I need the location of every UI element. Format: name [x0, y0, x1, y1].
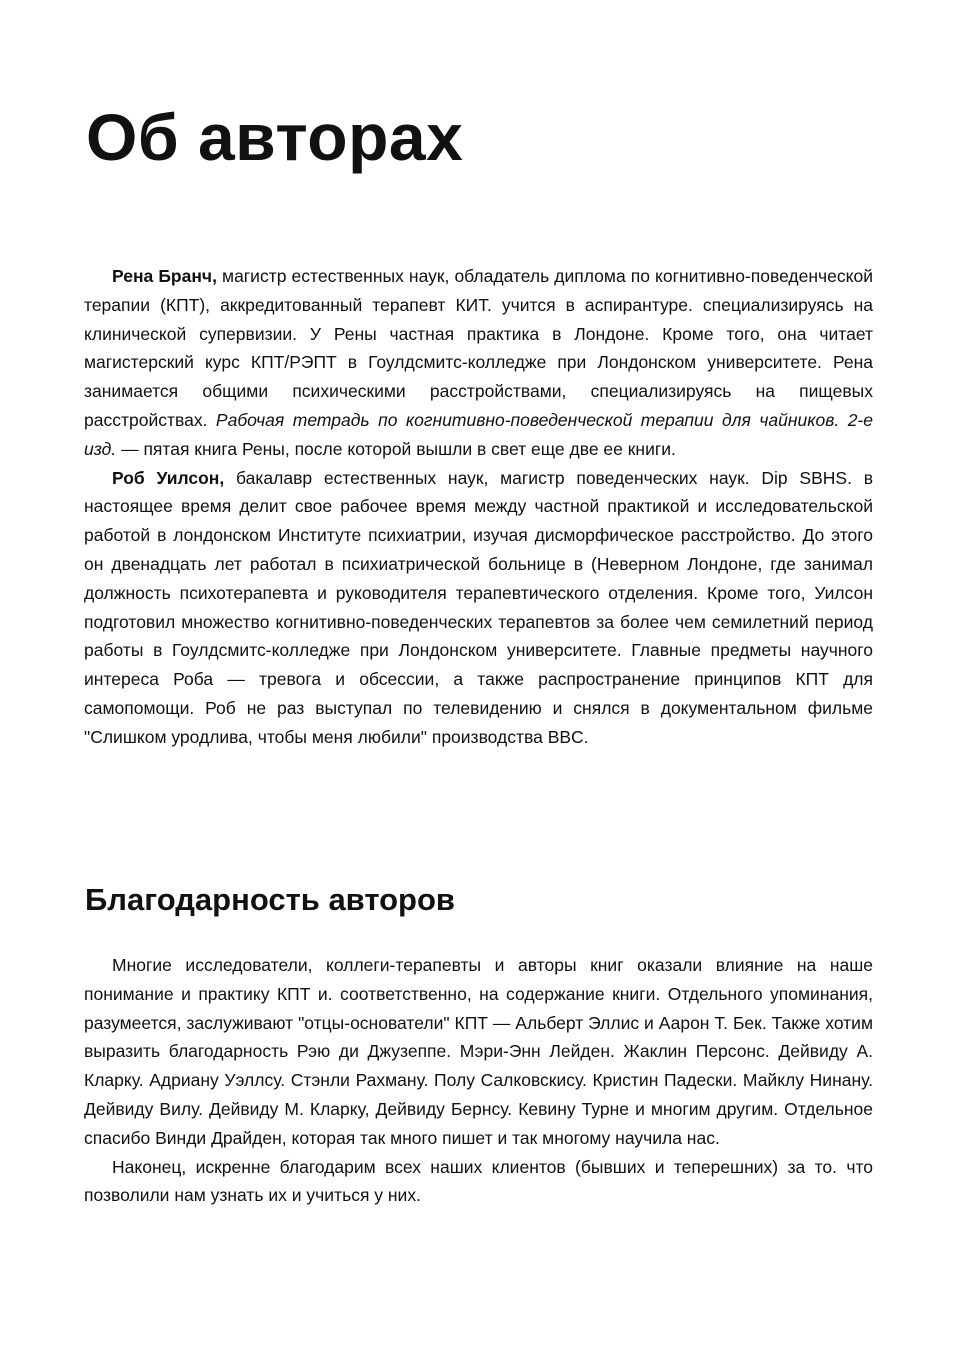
authors-section	[84, 262, 873, 752]
author-name: Рена Бранч,	[112, 266, 217, 286]
page-title: Об авторах	[86, 100, 464, 174]
author-name: Роб Уилсон,	[112, 467, 225, 488]
acknowledgements-heading: Благодарность авторов	[85, 882, 455, 917]
acknowledgements-paragraph: Наконец, искренне благодарим всех наших клиентов (бывших и теперешних) за то. что позволили нам узнать их и учиться у них.	[84, 1156, 873, 1206]
author-bio-text: бакалавр естественных наук, магистр поведенческих наук. Dip SBHS. в настоящее время делит свое рабочее время между частной практикой и исследовательской работой в лондонском Институте психиатрии, изучая дисморфическое расстройство. До этого он двенадцать лет работал в психиатрической больнице в (Неверном Лондоне, где занимал должность психотерапевта и руководителя терапевтического отделения. Кроме того, Уилсон подготовил множество когнитивно-поведенческих терапевтов за более чем семилетний период работы в Гоулдсмитс-колледже при Лондонском университете. Главные предметы научного интереса Роба — тревога и обсессии, а также распространение принципов КПТ для самопомощи. Роб не раз выступал по телевидению и снялся в документальном фильме "Слишком уродлива, чтобы меня любили" производства BBC.	[84, 467, 873, 747]
author-bio-text: — пятая книга Рены, после которой вышли в свет еще две ее книги.	[116, 438, 676, 459]
author-bio-branch	[84, 262, 873, 464]
book-title: Рабочая тетрадь по когнитивно-поведенческой терапии для чайников. 2-е изд.	[84, 409, 873, 459]
author-bio-text: магистр естественных наук, обладатель диплома по когнитивно-поведенческой терапии (КПТ), аккредитованный терапевт КИТ. учится в аспирантуре. специализируясь на клинической супервизии. У Рены частная практика в Лондоне. Кроме того, она читает магистерский курс КПТ/РЭПТ в Гоулдсмитс-колледже при Лондонском университете. Рена занимается общими психическими расстройствами, специализируясь на пищевых расстройствах.	[84, 266, 873, 430]
acknowledgements-section	[84, 951, 873, 1210]
acknowledgements-paragraph: Многие исследователи, коллеги-терапевты и авторы книг оказали влияние на наше понимание и практику КПТ и. соответственно, на содержание книги. Отдельного упоминания, разумеется, заслуживают "отцы-основатели" КПТ — Альберт Эллис и Аарон Т. Бек. Также хотим выразить благодарность Рэю ди Джузеппе. Мэри-Энн Лейден. Жаклин Персонс. Дейвиду А. Кларку. Адриану Уэллсу. Стэнли Рахману. Полу Салковскису. Кристин Падески. Майклу Нинану. Дейвиду Вилу. Дейвиду М. Кларку, Дейвиду Бернсу. Кевину Турне и многим другим. Отдельное спасибо Винди Драйден, которая так много пишет и так многому научила нас.	[84, 955, 873, 1148]
author-bio-wilson	[84, 464, 873, 752]
